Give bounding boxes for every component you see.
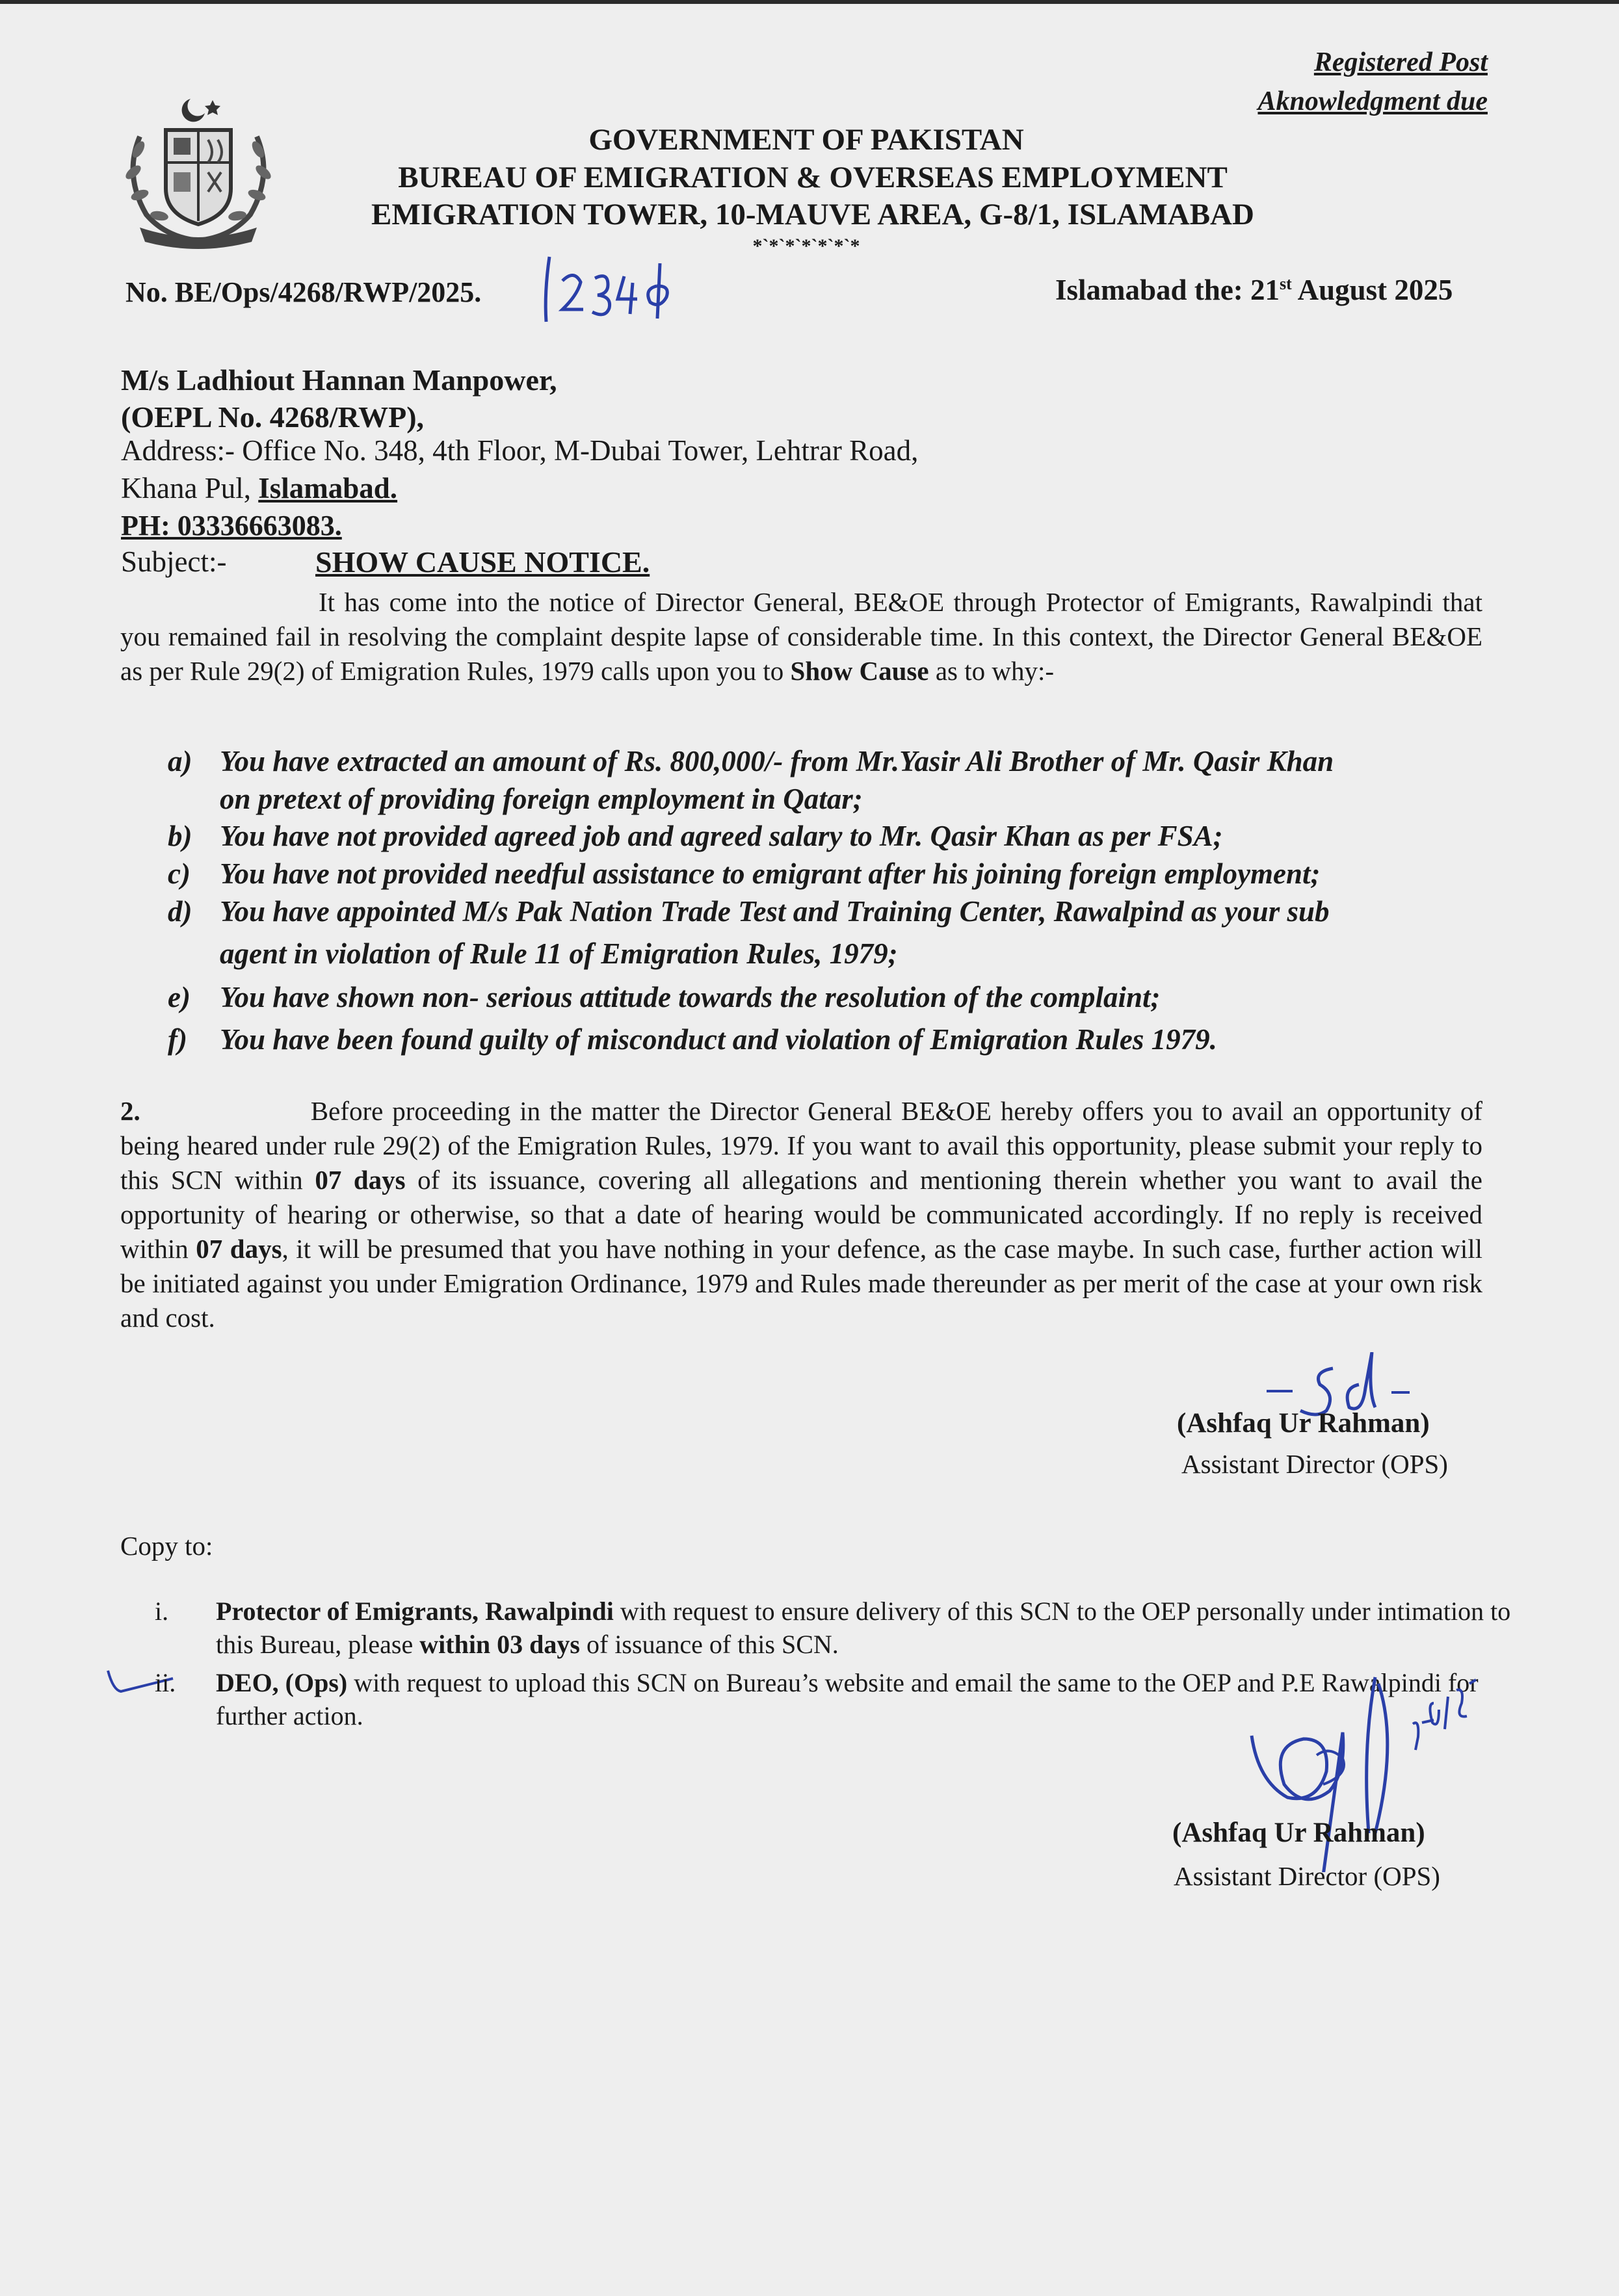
charge-letter: b): [168, 820, 192, 852]
p2-number: 2.: [120, 1096, 140, 1126]
charge-letter: a): [168, 745, 192, 777]
charge-item-e: [168, 980, 1161, 1014]
addressee-city-line: [121, 471, 397, 505]
charge-text: You have not provided needful assistance to emigrant after his joining foreign employment;: [220, 857, 1321, 890]
copy-item-text: [216, 1595, 1542, 1661]
copy-text-b: of issuance of this SCN.: [580, 1630, 839, 1659]
charge-item-f: [168, 1023, 1217, 1056]
charge-letter: f): [168, 1023, 187, 1056]
date-line: [1055, 273, 1453, 307]
charge-item-a-cont: [168, 782, 863, 816]
charge-letter: d): [168, 895, 192, 928]
header-bureau: BUREAU OF EMIGRATION & OVERSEAS EMPLOYMENT: [398, 161, 1228, 194]
copy-recipient: Protector of Emigrants, Rawalpindi: [216, 1597, 614, 1626]
registered-post: Registered Post: [1313, 47, 1488, 77]
p2-text-b: of its issuance, covering all allegations and mentioning therein whether you want to avail the opportunity of hearing or otherwise, so that a date of hearing would be communicated accordingly. If no reply is received within: [120, 1165, 1483, 1264]
addressee-license: (OEPL No. 4268/RWP),: [121, 400, 425, 434]
signatory-title-2: Assistant Director (OPS): [1174, 1861, 1440, 1891]
signatory-name-2: (Ashfaq Ur Rahman): [1172, 1818, 1425, 1848]
date-month-year: August 2025: [1297, 274, 1453, 306]
p2-days-1: 07 days: [315, 1165, 406, 1195]
p2-text-c: , it will be presumed that you have nothing in your defence, as the case maybe. In such case, further action will be initiated against you under Emigration Ordinance, 1979 and Rules made thereunder as per merit of the case at your own risk and cost.: [120, 1234, 1482, 1333]
charge-text: You have extracted an amount of Rs. 800,000/- from Mr.Yasir Ali Brother of Mr. Qasir Khan: [220, 745, 1334, 777]
charge-item-a: [168, 744, 1334, 778]
paragraph-2: [120, 1094, 1482, 1335]
header-divider: *`*`*`*`*`*`*: [752, 235, 860, 257]
copy-item-number: ii.: [155, 1668, 176, 1697]
subject-title: SHOW CAUSE NOTICE.: [315, 545, 650, 579]
charge-text: You have been found guilty of misconduct and violation of Emigration Rules 1979.: [220, 1023, 1217, 1056]
charge-item-b: [168, 819, 1223, 853]
subject-label: Subject:-: [121, 545, 227, 578]
date-prefix: Islamabad the:: [1055, 274, 1251, 306]
charge-text: You have shown non- serious attitude towards the resolution of the complaint;: [220, 981, 1161, 1013]
date-day: 21: [1250, 274, 1280, 306]
charge-letter: c): [168, 857, 191, 890]
addressee-area: Khana Pul,: [121, 472, 259, 504]
handwritten-diary-number: [536, 241, 696, 332]
copy-recipient: DEO, (Ops): [216, 1668, 348, 1697]
reference-number: No. BE/Ops/4268/RWP/2025.: [125, 276, 482, 308]
addressee-address: Address:- Office No. 348, 4th Floor, M-Dubai Tower, Lehtrar Road,: [121, 434, 919, 467]
charge-text: You have not provided agreed job and agreed salary to Mr. Qasir Khan as per FSA;: [220, 820, 1223, 852]
charge-text: You have appointed M/s Pak Nation Trade Test and Training Center, Rawalpind as your sub: [220, 895, 1330, 928]
header-address: EMIGRATION TOWER, 10-MAUVE AREA, G-8/1, ISLAMABAD: [371, 198, 1254, 231]
p1-text-b: as to why:-: [928, 656, 1055, 686]
copy-deadline: within 03 days: [419, 1630, 580, 1659]
copy-item-number: i.: [155, 1597, 169, 1626]
signatory-name: (Ashfaq Ur Rahman): [1177, 1408, 1430, 1439]
copy-to-label: Copy to:: [120, 1531, 213, 1561]
copy-text-a: with request to ensure delivery of this SCN to the OEP personally under intimation to this Bureau, please: [216, 1597, 1511, 1659]
p1-bold: Show Cause: [790, 656, 929, 686]
header-government: GOVERNMENT OF PAKISTAN: [588, 123, 1024, 157]
p2-days-2: 07 days: [196, 1234, 282, 1264]
acknowledgment-due: Aknowledgment due: [1257, 86, 1488, 116]
p2-text-a: Before proceeding in the matter the Director General BE&OE hereby offers you to avail an opportunity of being heared under rule 29(2) of the Emigration Rules, 1979. If you want to avail this opportunity, please submit your reply to this SCN within: [120, 1096, 1482, 1195]
charge-item-c: [168, 857, 1321, 891]
p1-text-a: It has come into the notice of Director General, BE&OE through Protector of Emigrants, Rawalpindi that you remained fail in resolving the complaint despite lapse of considerable time. In this context, the Director General BE&OE as per Rule 29(2) of Emigration Rules, 1979 calls upon you to: [120, 587, 1482, 686]
date-suffix: st: [1280, 274, 1292, 293]
charge-item-d-cont: [168, 937, 898, 971]
signatory-title: Assistant Director (OPS): [1181, 1449, 1448, 1479]
addressee-phone: PH: 03336663083.: [121, 510, 342, 541]
charge-letter: e): [168, 981, 191, 1013]
addressee-name: M/s Ladhiout Hannan Manpower,: [121, 363, 557, 397]
copy-text-a: with request to upload this SCN on Bureau’s website and email the same to the OEP and P.E Rawalpindi for further action.: [216, 1668, 1479, 1730]
charge-text: on pretext of providing foreign employment in Qatar;: [220, 783, 863, 815]
scan-edge: [0, 0, 1619, 4]
charge-item-d: [168, 894, 1330, 928]
addressee-city: Islamabad.: [258, 472, 398, 504]
charge-text: agent in violation of Rule 11 of Emigration Rules, 1979;: [220, 937, 898, 970]
paragraph-1: [120, 585, 1482, 688]
